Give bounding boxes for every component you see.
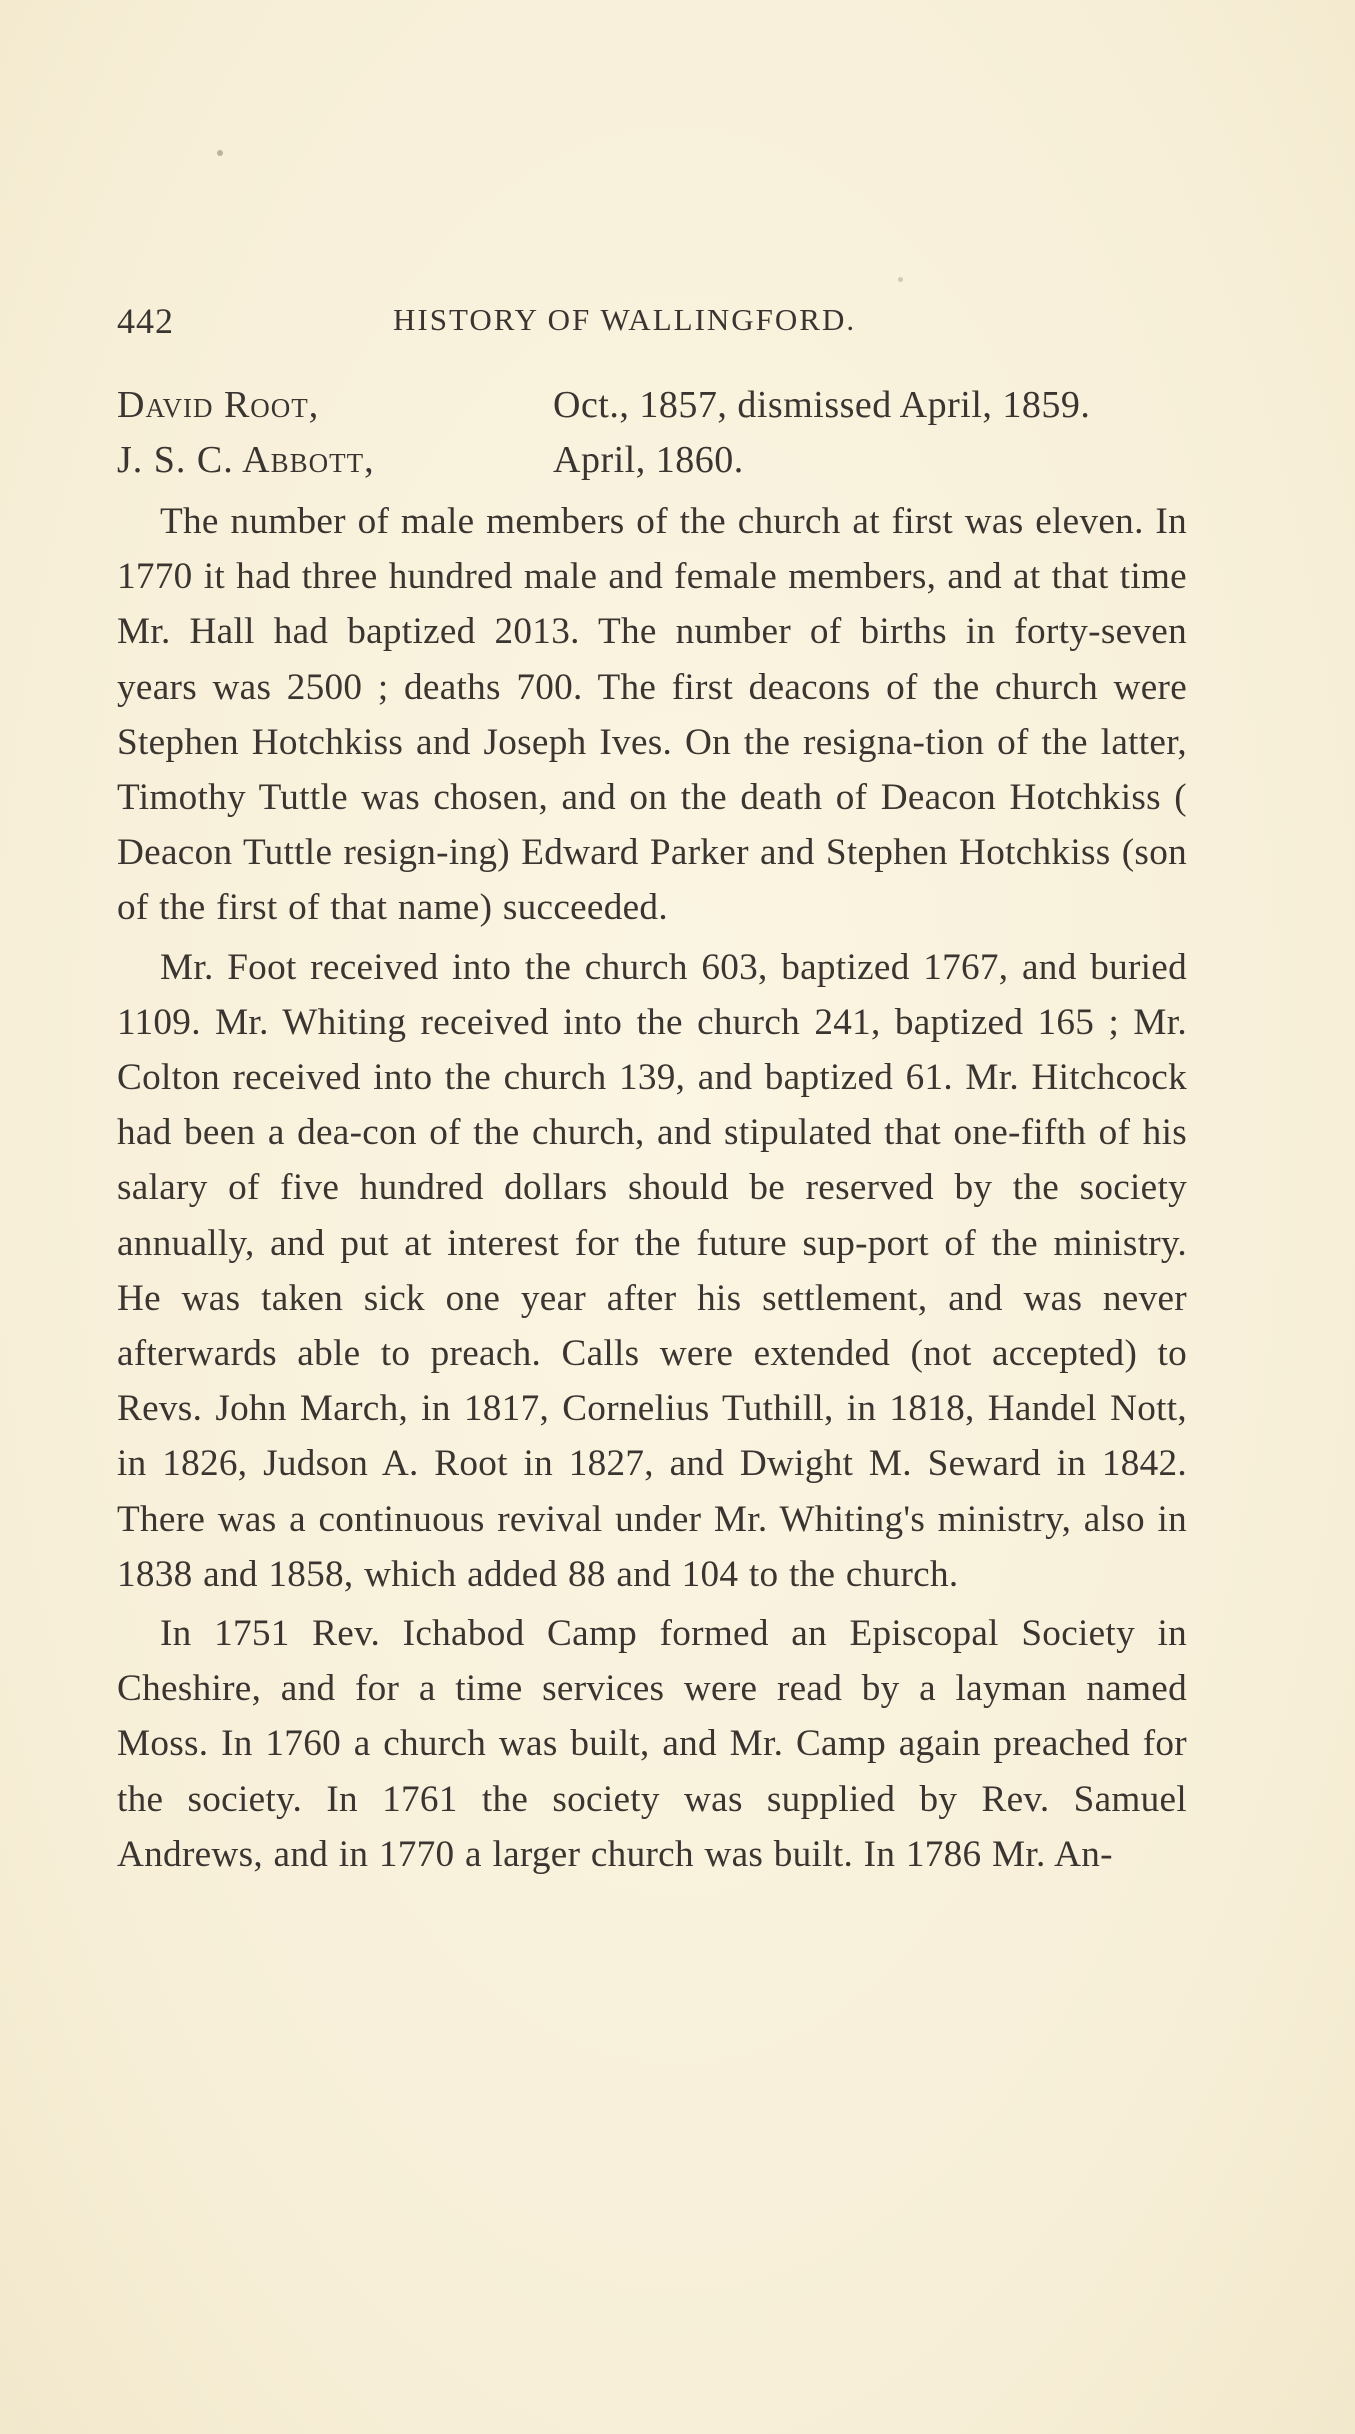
ink-speck — [898, 277, 903, 282]
paragraph-membership: The number of male members of the church at first was eleven. In 1770 it had three hundred male and female members, and at that time Mr. Hall had baptized 2013. The number of births in forty-seven years was 2500 ; deaths 700. The first deacons of the church were Stephen Hotchkiss and Joseph Ives. On the resigna-tion of the latter, Timothy Tuttle was chosen, and on the death of Deacon Hotchkiss ( Deacon Tuttle resign-ing) Edward Parker and Stephen Hotchkiss (son of the first of that name) succeeded. — [117, 501, 1187, 929]
pastor-list — [117, 378, 1207, 488]
paragraph-ministers: Mr. Foot received into the church 603, baptized 1767, and buried 1109. Mr. Whiting received into the church 241, baptized 165 ; Mr. Colton received into the church 139, and baptized 61. Mr. Hitchcock had been a dea-con of the church, and stipulated that one-fifth of his salary of five hundred dollars should be reserved by the society annually, and put at interest for the future sup-port of the ministry. He was taken sick one year after his settlement, and was never afterwards able to preach. Calls were extended (not accepted) to Revs. John March, in 1817, Cornelius Tuthill, in 1818, Handel Nott, in 1826, Judson A. Root in 1827, and Dwight M. Seward in 1842. There was a continuous revival under Mr. Whiting's ministry, also in 1838 and 1858, which added 88 and 104 to the church. — [117, 946, 1187, 1595]
pastor-dates: Oct., 1857, dismissed April, 1859. — [553, 384, 1091, 426]
ink-speck — [217, 150, 223, 156]
paragraph-episcopal-society: In 1751 Rev. Ichabod Camp formed an Episcopal Society in Cheshire, and for a time services were read by a layman named Moss. In 1760 a church was built, and Mr. Camp again preached for the society. In 1761 the society was supplied by Rev. Samuel Andrews, and in 1770 a larger church was built. In 1786 Mr. An- — [117, 1613, 1187, 1875]
running-head: HISTORY OF WALLINGFORD. — [393, 302, 857, 337]
pastor-entry — [117, 378, 1207, 433]
pastor-entry — [117, 433, 1207, 488]
page-number: 442 — [117, 301, 174, 341]
pastor-name: J. S. C. Abbott, — [117, 439, 375, 481]
pastor-dates: April, 1860. — [553, 439, 744, 481]
page-header — [117, 300, 1197, 352]
body-text — [117, 494, 1187, 1886]
pastor-name: David Root, — [117, 384, 320, 426]
